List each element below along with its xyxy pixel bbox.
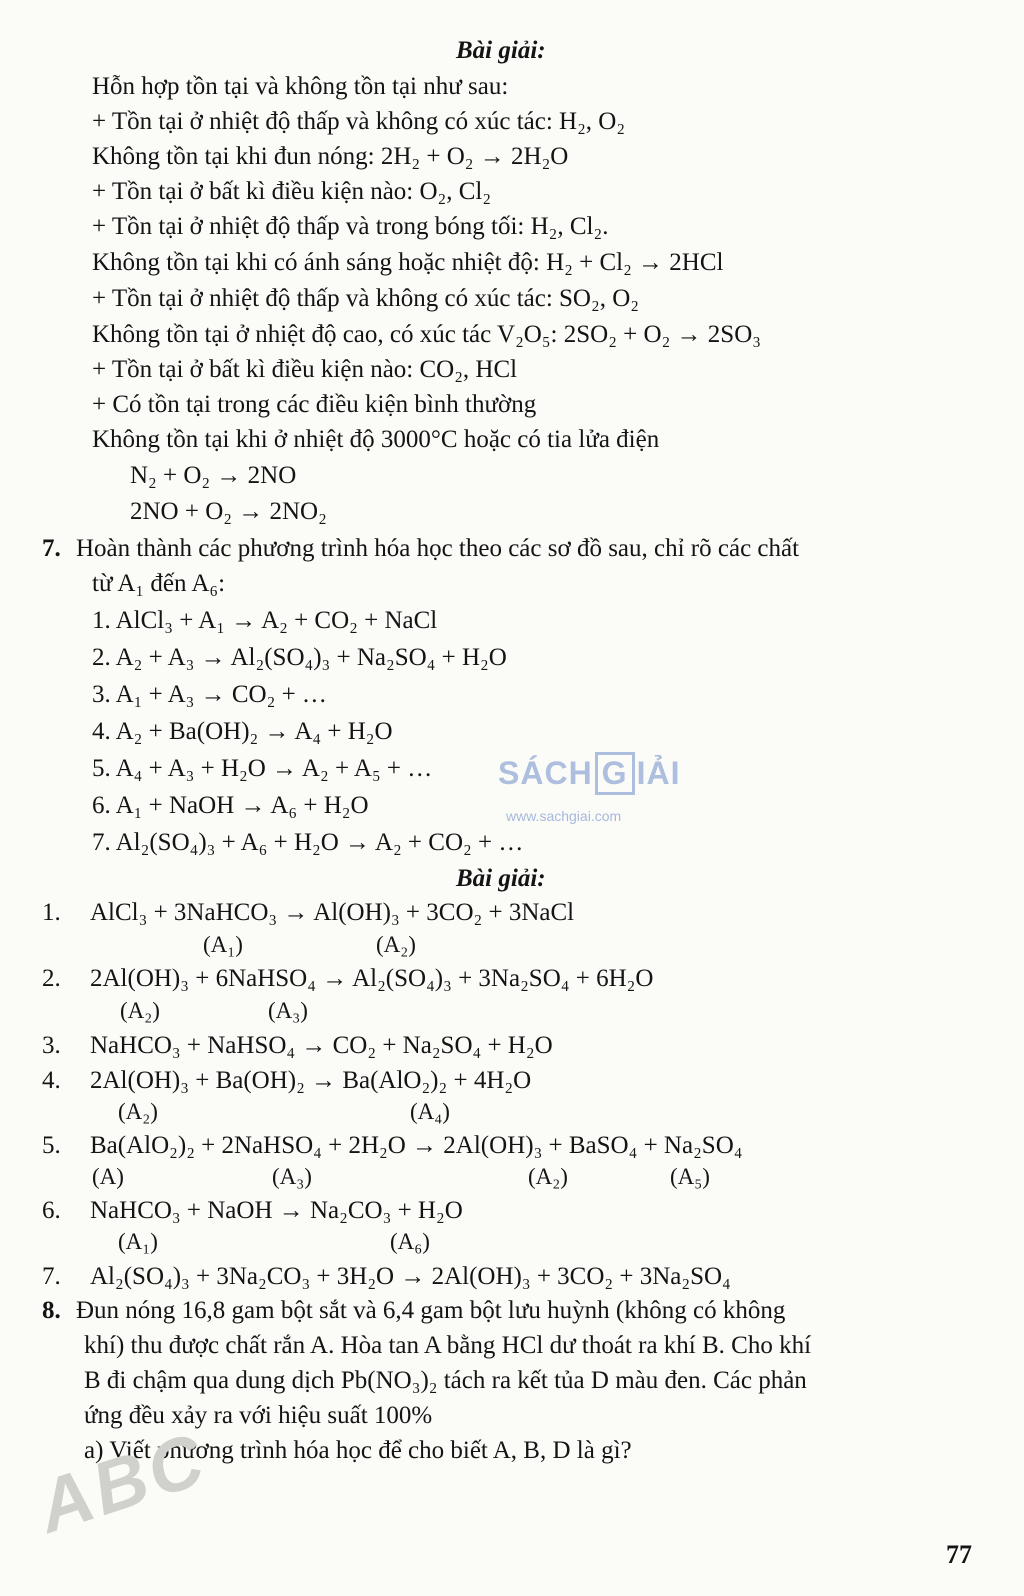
substance-label: (A₂): [376, 932, 416, 957]
problem-text: ứng đều xảy ra với hiệu suất 100%: [84, 1402, 433, 1429]
solution-heading: Bài giải:: [456, 37, 546, 64]
problem-number: 7.: [42, 535, 61, 562]
solution-heading: Bài giải:: [456, 865, 546, 892]
substance-label: (A): [92, 1164, 124, 1189]
substance-label: (A₂): [528, 1164, 568, 1189]
problem-text: từ A₁ đến A₆:: [92, 570, 226, 597]
equation-number: 5.: [42, 1132, 61, 1159]
equation-line: 2Al(OH)₃ + 6NaHSO₄ → Al₂(SO₄)₃ + 3Na₂SO₄ + 6H₂O: [90, 965, 654, 992]
scheme-line: 3. A₁ + A₃ → CO₂ + …: [92, 681, 327, 708]
watermark-box: G: [595, 752, 635, 795]
equation-number: 3.: [42, 1032, 61, 1059]
substance-label: (A₂): [118, 1099, 158, 1124]
substance-label: (A₂): [120, 998, 160, 1023]
page-number: 77: [946, 1540, 972, 1569]
problem-question: a) Viết phương trình hóa học để cho biết A, B, D là gì?: [84, 1437, 632, 1464]
watermark-url: www.sachgiai.com: [506, 808, 622, 824]
equation-line: Ba(AlO₂)₂ + 2NaHSO₄ + 2H₂O → 2Al(OH)₃ + BaSO₄ + Na₂SO₄: [90, 1132, 743, 1159]
watermark: [498, 752, 680, 795]
watermark-text: IẢI: [636, 755, 681, 791]
problem-text: khí) thu được chất rắn A. Hòa tan A bằng HCl dư thoát ra khí B. Cho khí: [84, 1332, 812, 1359]
text-line: + Có tồn tại trong các điều kiện bình thường: [92, 391, 537, 418]
substance-label: (A₄): [410, 1099, 450, 1124]
substance-label: (A₁): [118, 1229, 158, 1254]
substance-label: (A₃): [272, 1164, 312, 1189]
watermark-text: SÁCH: [498, 755, 593, 791]
text-line: + Tồn tại ở nhiệt độ thấp và không có xúc tác: H₂, O₂: [92, 108, 626, 135]
scheme-line: 2. A₂ + A₃ → Al₂(SO₄)₃ + Na₂SO₄ + H₂O: [92, 644, 507, 671]
equation-line: AlCl₃ + 3NaHCO₃ → Al(OH)₃ + 3CO₂ + 3NaCl: [90, 899, 575, 926]
problem-text: Đun nóng 16,8 gam bột sắt và 6,4 gam bột lưu huỳnh (không có không: [76, 1297, 786, 1324]
problem-number: 8.: [42, 1297, 61, 1324]
equation-number: 7.: [42, 1263, 61, 1290]
text-line: + Tồn tại ở bất kì điều kiện nào: O₂, Cl₂: [92, 178, 492, 205]
text-line: + Tồn tại ở nhiệt độ thấp và trong bóng tối: H₂, Cl₂.: [92, 213, 609, 240]
publisher-logo: ABC: [27, 1416, 217, 1549]
text-line: Hỗn hợp tồn tại và không tồn tại như sau:: [92, 73, 509, 100]
problem-text: B đi chậm qua dung dịch Pb(NO₃)₂ tách ra kết tủa D màu đen. Các phản: [84, 1367, 807, 1394]
equation-line: NaHCO₃ + NaHSO₄ → CO₂ + Na₂SO₄ + H₂O: [90, 1032, 553, 1059]
equation-line: 2Al(OH)₃ + Ba(OH)₂ → Ba(AlO₂)₂ + 4H₂O: [90, 1067, 532, 1094]
substance-label: (A₆): [390, 1229, 430, 1254]
text-line: + Tồn tại ở nhiệt độ thấp và không có xúc tác: SO₂, O₂: [92, 285, 639, 312]
equation-number: 6.: [42, 1197, 61, 1224]
equation-line: 2NO + O₂ → 2NO₂: [130, 498, 327, 525]
text-line: + Tồn tại ở bất kì điều kiện nào: CO₂, HCl: [92, 356, 518, 383]
equation-line: N₂ + O₂ → 2NO: [130, 462, 297, 489]
scheme-line: 7. Al₂(SO₄)₃ + A₆ + H₂O → A₂ + CO₂ + …: [92, 829, 524, 856]
equation-line: NaHCO₃ + NaOH → Na₂CO₃ + H₂O: [90, 1197, 463, 1224]
scheme-line: 1. AlCl₃ + A₁ → A₂ + CO₂ + NaCl: [92, 607, 438, 634]
equation-line: Al₂(SO₄)₃ + 3Na₂CO₃ + 3H₂O → 2Al(OH)₃ + 3CO₂ + 3Na₂SO₄: [90, 1263, 731, 1290]
scheme-line: 4. A₂ + Ba(OH)₂ → A₄ + H₂O: [92, 718, 393, 745]
equation-number: 4.: [42, 1067, 61, 1094]
problem-text: Hoàn thành các phương trình hóa học theo các sơ đồ sau, chỉ rõ các chất: [76, 535, 800, 562]
substance-label: (A₁): [203, 932, 243, 957]
text-line: Không tồn tại khi đun nóng: 2H₂ + O₂ → 2H₂O: [92, 143, 569, 170]
text-line: Không tồn tại khi có ánh sáng hoặc nhiệt độ: H₂ + Cl₂ → 2HCl: [92, 249, 724, 276]
equation-number: 2.: [42, 965, 61, 992]
scheme-line: 6. A₁ + NaOH → A₆ + H₂O: [92, 792, 369, 819]
scheme-line: 5. A₄ + A₃ + H₂O → A₂ + A₅ + …: [92, 755, 433, 782]
substance-label: (A₅): [670, 1164, 710, 1189]
text-line: Không tồn tại ở nhiệt độ cao, có xúc tác V₂O₅: 2SO₂ + O₂ → 2SO₃: [92, 321, 761, 348]
equation-number: 1.: [42, 899, 61, 926]
text-line: Không tồn tại khi ở nhiệt độ 3000°C hoặc có tia lửa điện: [92, 426, 660, 453]
substance-label: (A₃): [268, 998, 308, 1023]
